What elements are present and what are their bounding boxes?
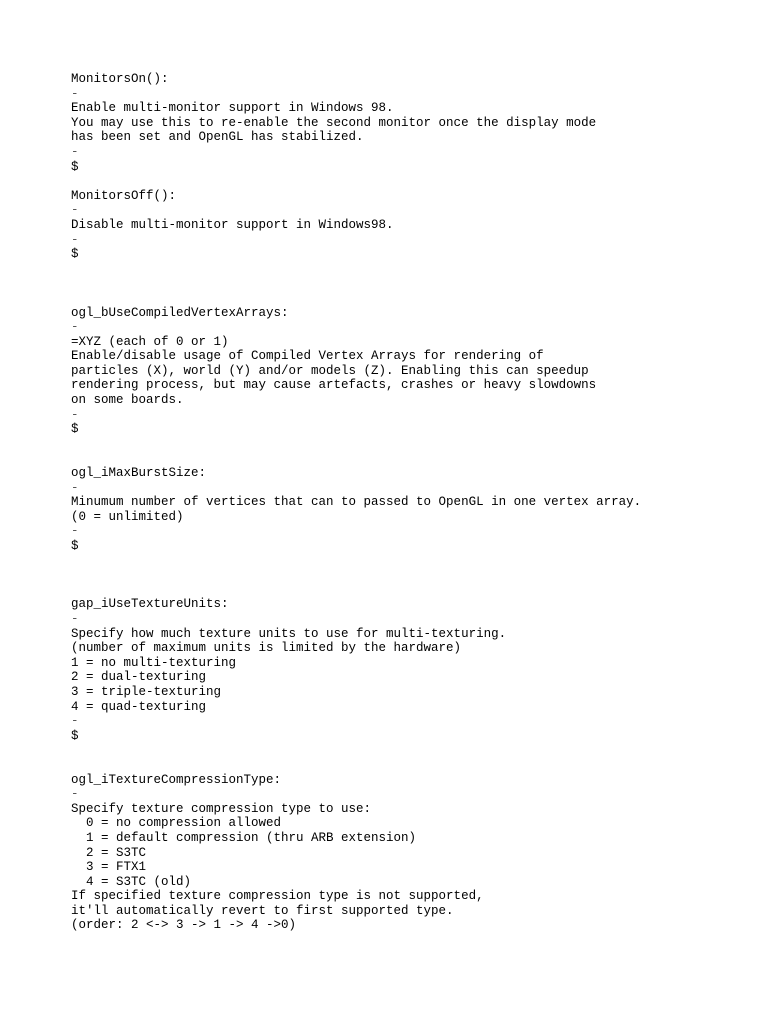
entry-title: gap_iUseTextureUnits: bbox=[71, 597, 229, 612]
entry-body-line: 4 = S3TC (old) bbox=[71, 874, 192, 889]
entry-body-line: 0 = no compression allowed bbox=[71, 816, 282, 831]
entry-body-line: has been set and OpenGL has stabilized. bbox=[71, 130, 364, 145]
entry-terminator: $ bbox=[71, 728, 79, 743]
entry-body-line: 3 = FTX1 bbox=[71, 860, 147, 875]
entry-separator: - bbox=[71, 86, 79, 101]
entry-separator: - bbox=[71, 480, 79, 495]
entry-terminator: $ bbox=[71, 247, 79, 262]
entry-body-line: Enable multi-monitor support in Windows 98. bbox=[71, 101, 394, 116]
entry-separator: - bbox=[71, 203, 79, 218]
spacer bbox=[71, 174, 768, 189]
spacer bbox=[71, 743, 768, 758]
entry-title: ogl_iTextureCompressionType: bbox=[71, 772, 282, 787]
entry-title: MonitorsOn(): bbox=[71, 72, 169, 86]
entry-separator: - bbox=[71, 612, 79, 626]
entry-body-line: If specified texture compression type is not supported, bbox=[71, 889, 484, 904]
entry-body-line: (0 = unlimited) bbox=[71, 509, 184, 524]
entry-title: ogl_iMaxBurstSize: bbox=[71, 466, 207, 481]
entry-separator: - bbox=[71, 714, 79, 729]
spacer bbox=[71, 554, 768, 598]
entry-body-line: You may use this to re-enable the second monitor once the display mode bbox=[71, 115, 597, 130]
entry-terminator: $ bbox=[71, 422, 79, 437]
entry-body-line: Disable multi-monitor support in Windows98. bbox=[71, 217, 394, 232]
spacer bbox=[71, 437, 768, 452]
entry-body-line: 1 = default compression (thru ARB extension) bbox=[71, 830, 417, 845]
entry-body-line: =XYZ (each of 0 or 1) bbox=[71, 334, 229, 349]
doc-entry-texture-units bbox=[71, 597, 768, 743]
entry-terminator: $ bbox=[71, 159, 79, 174]
entry-body-line: (number of maximum units is limited by the hardware) bbox=[71, 641, 462, 656]
entry-body-line: (order: 2 <-> 3 -> 1 -> 4 ->0) bbox=[71, 918, 297, 933]
entry-title: MonitorsOff(): bbox=[71, 188, 177, 203]
entry-body-line: 2 = dual-texturing bbox=[71, 670, 207, 685]
entry-body-line: particles (X), world (Y) and/or models (Z). Enabling this can speedup bbox=[71, 363, 589, 378]
entry-body-line: Minumum number of vertices that can to passed to OpenGL in one vertex array. bbox=[71, 495, 642, 510]
entry-body-line: 3 = triple-texturing bbox=[71, 684, 222, 699]
entry-separator: - bbox=[71, 787, 79, 802]
entry-body-line: 4 = quad-texturing bbox=[71, 699, 207, 714]
entry-body-line: on some boards. bbox=[71, 393, 184, 408]
entry-body-line: Enable/disable usage of Compiled Vertex Arrays for rendering of bbox=[71, 349, 544, 364]
entry-separator: - bbox=[71, 144, 79, 159]
entry-separator: - bbox=[71, 524, 79, 539]
spacer bbox=[71, 758, 768, 773]
entry-body-line: 1 = no multi-texturing bbox=[71, 655, 237, 670]
entry-body-line: Specify texture compression type to use: bbox=[71, 801, 372, 816]
entry-body-line: 2 = S3TC bbox=[71, 845, 147, 860]
entry-body-line: Specify how much texture units to use for multi-texturing. bbox=[71, 626, 507, 641]
entry-separator: - bbox=[71, 320, 79, 335]
doc-entry-max-burst-size bbox=[71, 466, 768, 554]
doc-entry-compiled-vertex-arrays bbox=[71, 306, 768, 437]
spacer bbox=[71, 262, 768, 306]
entry-body-line: it'll automatically revert to first supported type. bbox=[71, 903, 454, 918]
entry-separator: - bbox=[71, 407, 79, 422]
entry-separator: - bbox=[71, 232, 79, 247]
doc-entry-monitors-on bbox=[71, 72, 768, 174]
doc-entry-texture-compression bbox=[71, 773, 768, 934]
spacer bbox=[71, 451, 768, 466]
entry-terminator: $ bbox=[71, 539, 79, 554]
doc-entry-monitors-off bbox=[71, 189, 768, 262]
entry-body-line: rendering process, but may cause artefacts, crashes or heavy slowdowns bbox=[71, 378, 597, 393]
entry-title: ogl_bUseCompiledVertexArrays: bbox=[71, 305, 289, 320]
